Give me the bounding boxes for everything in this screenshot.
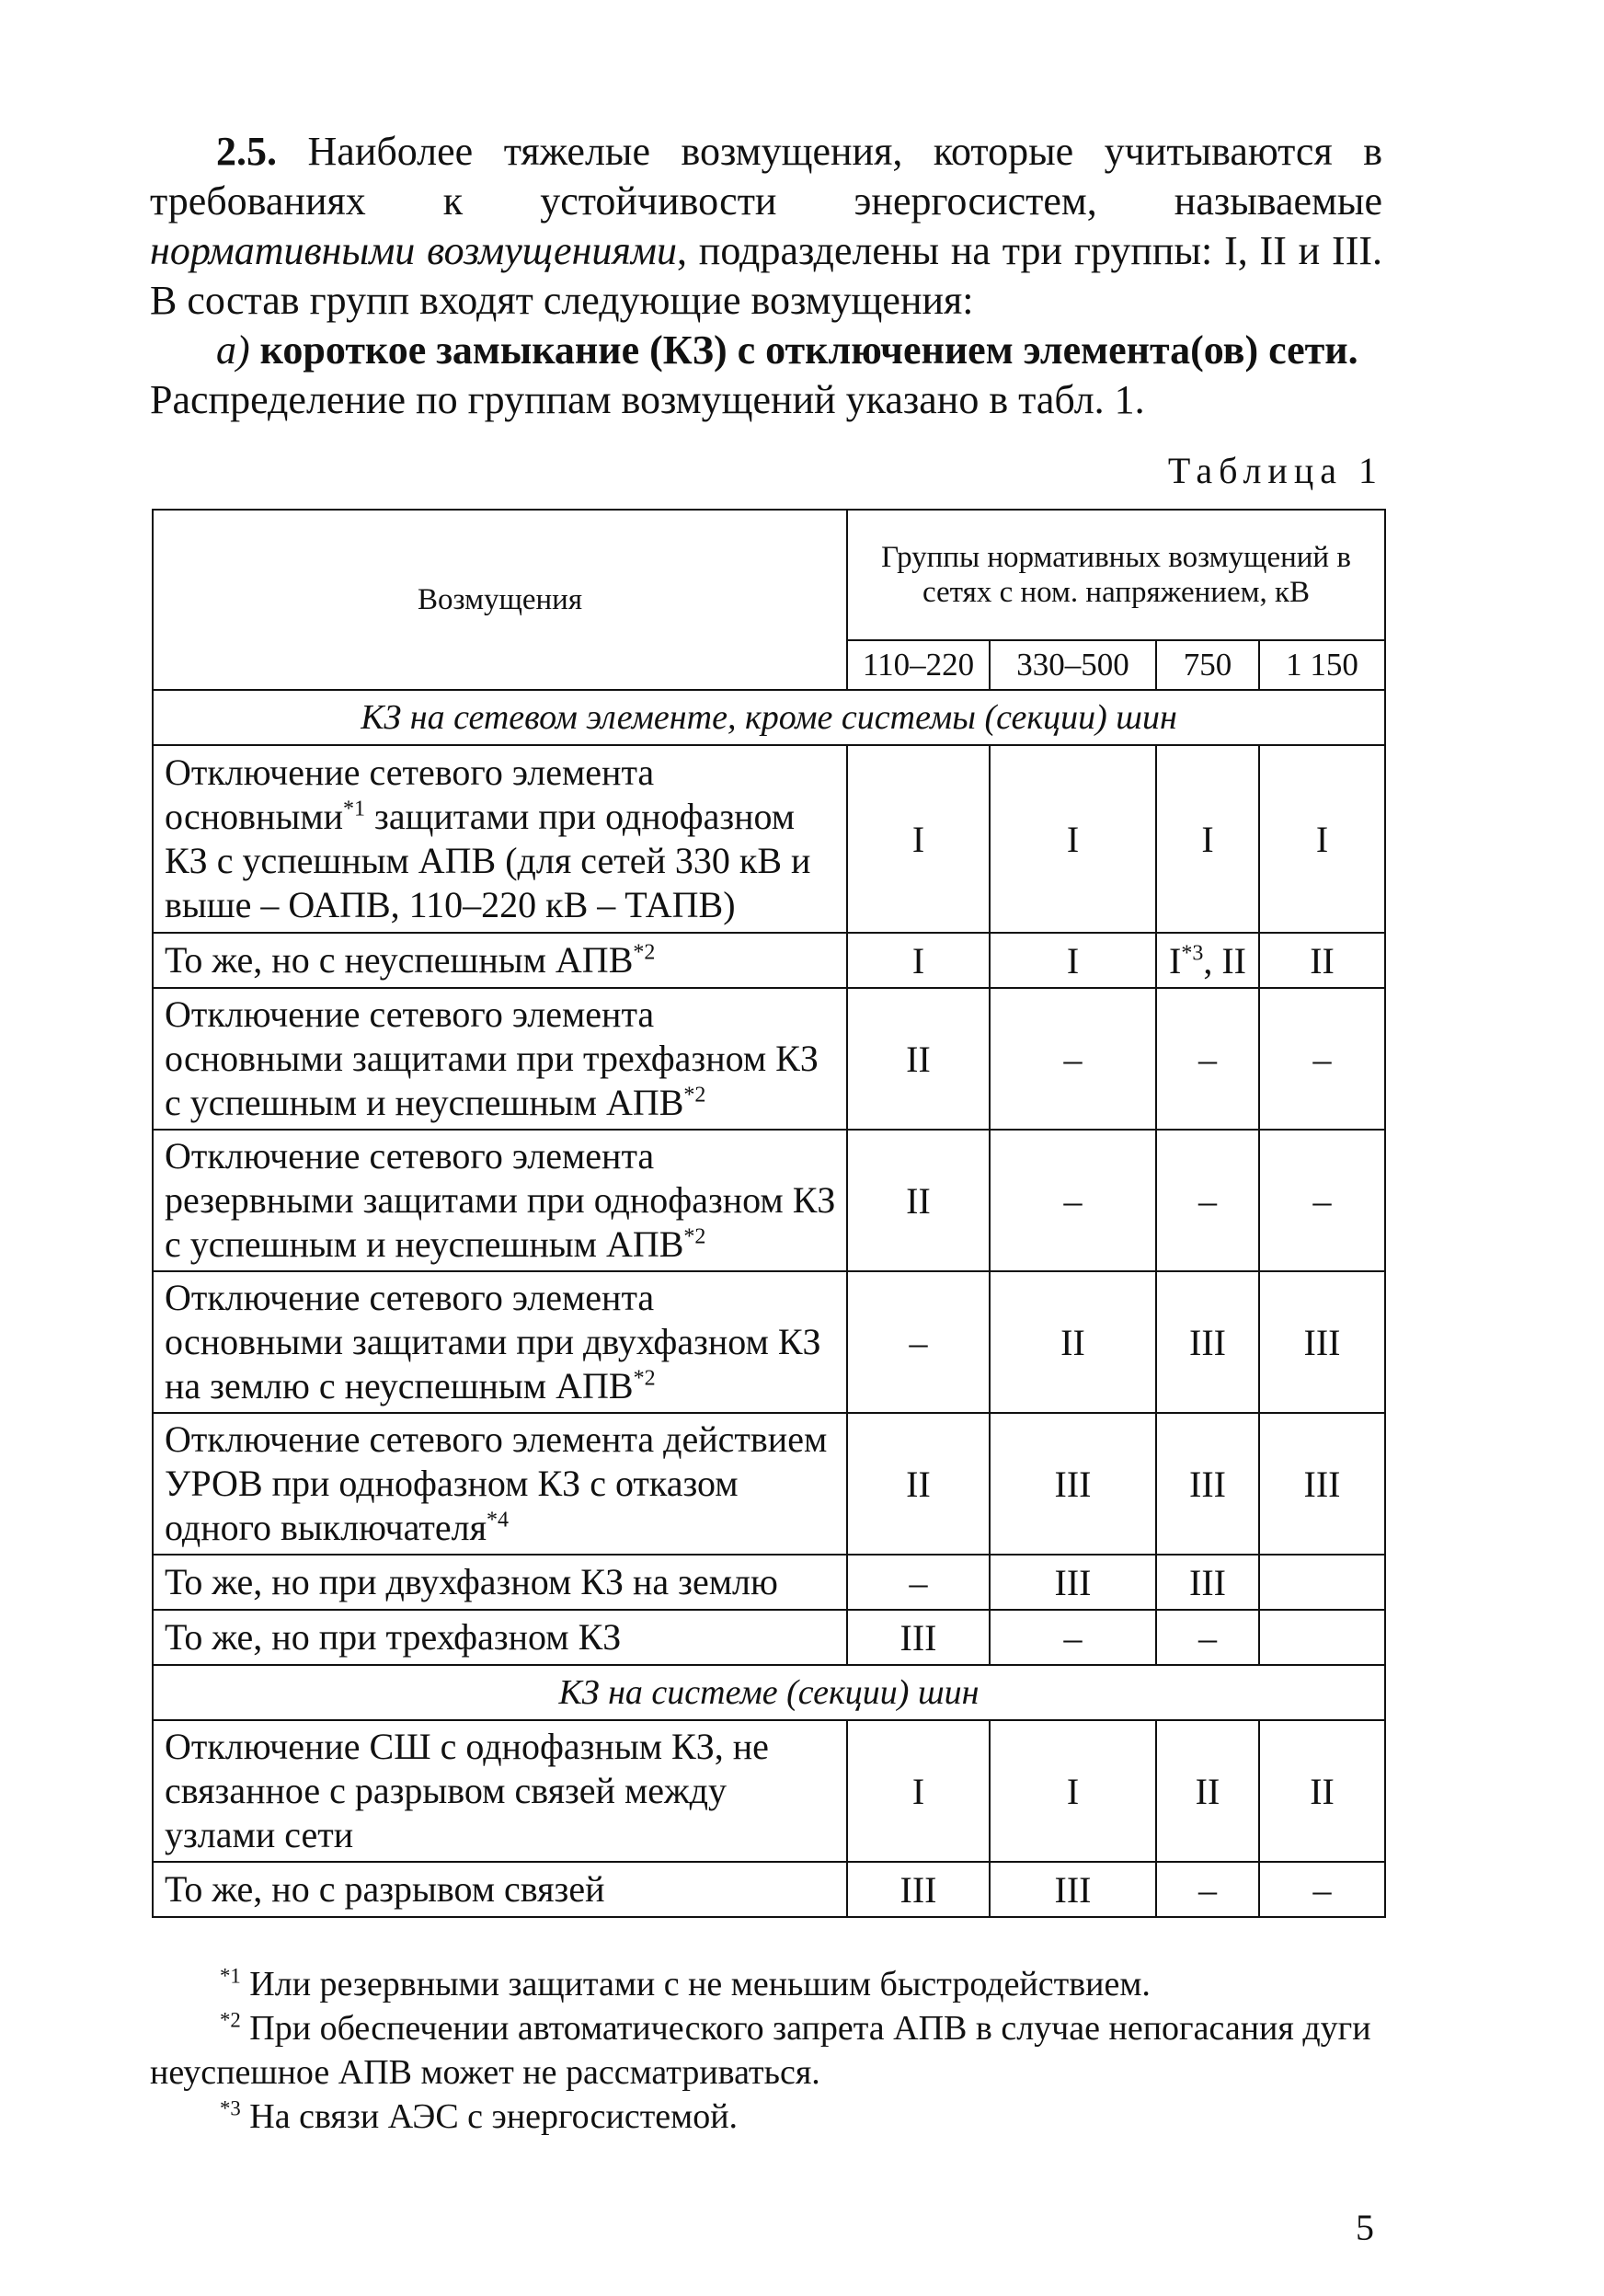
row-description: Отключение СШ с однофазным КЗ, не связанное с разрывом связей между узлами сети xyxy=(153,1720,847,1862)
footnote-ref: *2 xyxy=(633,1366,656,1391)
group-cell: – xyxy=(990,1610,1156,1665)
row-description: То же, но с разрывом связей xyxy=(153,1862,847,1917)
section-title: КЗ на системе (секции) шин xyxy=(153,1665,1385,1720)
header-voltage: 110–220 xyxy=(847,640,990,690)
table-row xyxy=(153,1862,1385,1917)
item-a-bold: короткое замыкание (КЗ) с отключением элемента(ов) сети. xyxy=(249,327,1358,373)
row-description: Отключение сетевого элемента резервными защитами при однофазном КЗ с успешным и неуспешным АПВ$^{*2}$ xyxy=(153,1130,847,1271)
group-cell: – xyxy=(847,1271,990,1413)
group-cell: – xyxy=(1156,1862,1259,1917)
table-row xyxy=(153,933,1385,988)
group-cell: III xyxy=(990,1555,1156,1610)
table-row xyxy=(153,1610,1385,1665)
table-row xyxy=(153,1720,1385,1862)
group-cell: – xyxy=(847,1555,990,1610)
section-number: 2.5. xyxy=(216,129,277,174)
intro-text-a: Наиболее тяжелые возмущения, которые учитываются в требованиях к устойчивости энергосистем, называемые xyxy=(150,129,1382,224)
table-row xyxy=(153,1413,1385,1555)
table-header-row xyxy=(153,510,1385,640)
group-cell: II xyxy=(990,1271,1156,1413)
footnote: $^{*2}$ При обеспечении автоматического запрета АПВ в случае непогасания дуги неуспешное АПВ может не рассматриваться. xyxy=(150,2008,1371,2092)
row-description: Отключение сетевого элемента действием УРОВ при однофазном КЗ с отказом одного выключателя$^{*4}$ xyxy=(153,1413,847,1555)
group-cell: I xyxy=(847,745,990,933)
group-cell: – xyxy=(1156,1610,1259,1665)
page-number: 5 xyxy=(1356,2207,1374,2248)
group-cell: – xyxy=(1259,988,1385,1130)
row-description: То же, но при трехфазном КЗ xyxy=(153,1610,847,1665)
group-cell: I xyxy=(847,1720,990,1862)
table-row xyxy=(153,1130,1385,1271)
footnote-ref: *3 xyxy=(1181,941,1204,966)
group-cell: – xyxy=(1259,1862,1385,1917)
group-cell: II xyxy=(847,1413,990,1555)
group-cell: II xyxy=(1259,933,1385,988)
header-disturbance: Возмущения xyxy=(153,510,847,690)
table-row xyxy=(153,745,1385,933)
section-title: КЗ на сетевом элементе, кроме системы (секции) шин xyxy=(153,690,1385,745)
item-a-paragraph xyxy=(150,326,1382,425)
group-cell: I xyxy=(990,933,1156,988)
group-cell xyxy=(1259,1555,1385,1610)
group-cell: III xyxy=(990,1862,1156,1917)
group-cell: III xyxy=(1156,1271,1259,1413)
group-cell: II xyxy=(847,988,990,1130)
group-cell: II xyxy=(847,1130,990,1271)
group-cell: I xyxy=(1259,745,1385,933)
group-cell: I xyxy=(990,745,1156,933)
header-groups: Группы нормативных возмущений в сетях с ном. напряжением, кВ xyxy=(847,510,1385,640)
group-cell: – xyxy=(990,1130,1156,1271)
footnote-ref: *2 xyxy=(683,1083,706,1108)
header-voltage: 1 150 xyxy=(1259,640,1385,690)
row-description: То же, но с неуспешным АПВ$^{*2}$ xyxy=(153,933,847,988)
group-cell: III xyxy=(847,1862,990,1917)
disturbance-table xyxy=(152,509,1386,1918)
group-cell: II xyxy=(1259,1720,1385,1862)
group-cell: III xyxy=(1259,1271,1385,1413)
row-description: То же, но при двухфазном КЗ на землю xyxy=(153,1555,847,1610)
footnote-ref: *4 xyxy=(486,1508,509,1533)
footnote-ref: *2 xyxy=(633,940,656,965)
row-description: Отключение сетевого элемента основными$^{*1}$ защитами при однофазном КЗ с успешным АПВ (для сетей 330 кВ и выше – ОАПВ, 110–220 кВ – ТАПВ) xyxy=(153,745,847,933)
group-cell: – xyxy=(1156,1130,1259,1271)
row-description: Отключение сетевого элемента основными защитами при трехфазном КЗ с успешным и неуспешным АПВ$^{*2}$ xyxy=(153,988,847,1130)
footnote: $^{*1}$ Или резервными защитами с не меньшим быстродействием. xyxy=(220,1964,1151,2003)
table-row xyxy=(153,1271,1385,1413)
table-caption: Таблица 1 xyxy=(1167,450,1383,491)
group-cell: III xyxy=(1259,1413,1385,1555)
group-cell xyxy=(1259,1610,1385,1665)
group-cell: III xyxy=(1156,1413,1259,1555)
header-voltage: 750 xyxy=(1156,640,1259,690)
item-a-rest: Распределение по группам возмущений указано в табл. 1. xyxy=(150,377,1145,422)
group-cell: II xyxy=(1156,1720,1259,1862)
group-cell: – xyxy=(1156,988,1259,1130)
item-a-heading xyxy=(150,326,1382,375)
table-row xyxy=(153,1555,1385,1610)
intro-term: нормативными возмущениями xyxy=(150,228,677,273)
group-cell: III xyxy=(1156,1555,1259,1610)
header-voltage: 330–500 xyxy=(990,640,1156,690)
group-cell: $I^{*3}$, II xyxy=(1156,933,1259,988)
footnote-mark: *3 xyxy=(220,2096,241,2120)
footnote-ref: *2 xyxy=(683,1224,706,1249)
group-cell: I xyxy=(990,1720,1156,1862)
group-cell: I xyxy=(1156,745,1259,933)
row-description: Отключение сетевого элемента основными защитами при двухфазном КЗ на землю с неуспешным АПВ$^{*2}$ xyxy=(153,1271,847,1413)
group-cell: III xyxy=(847,1610,990,1665)
group-cell: III xyxy=(990,1413,1156,1555)
section-row xyxy=(153,690,1385,745)
footnote: $^{*3}$ На связи АЭС с энергосистемой. xyxy=(220,2096,739,2136)
group-cell: I xyxy=(847,933,990,988)
section-row xyxy=(153,1665,1385,1720)
footnote-mark: *2 xyxy=(220,2008,241,2032)
footnote-ref: *1 xyxy=(343,797,366,821)
group-cell: – xyxy=(990,988,1156,1130)
footnote-mark: *1 xyxy=(220,1964,241,1988)
intro-paragraph xyxy=(150,127,1382,326)
table-row xyxy=(153,988,1385,1130)
intro-text-b: , подразделены на три группы: I, II и III. В состав групп входят следующие возмущения: xyxy=(150,228,1382,323)
item-a-letter: а) xyxy=(216,327,250,373)
group-cell: – xyxy=(1259,1130,1385,1271)
